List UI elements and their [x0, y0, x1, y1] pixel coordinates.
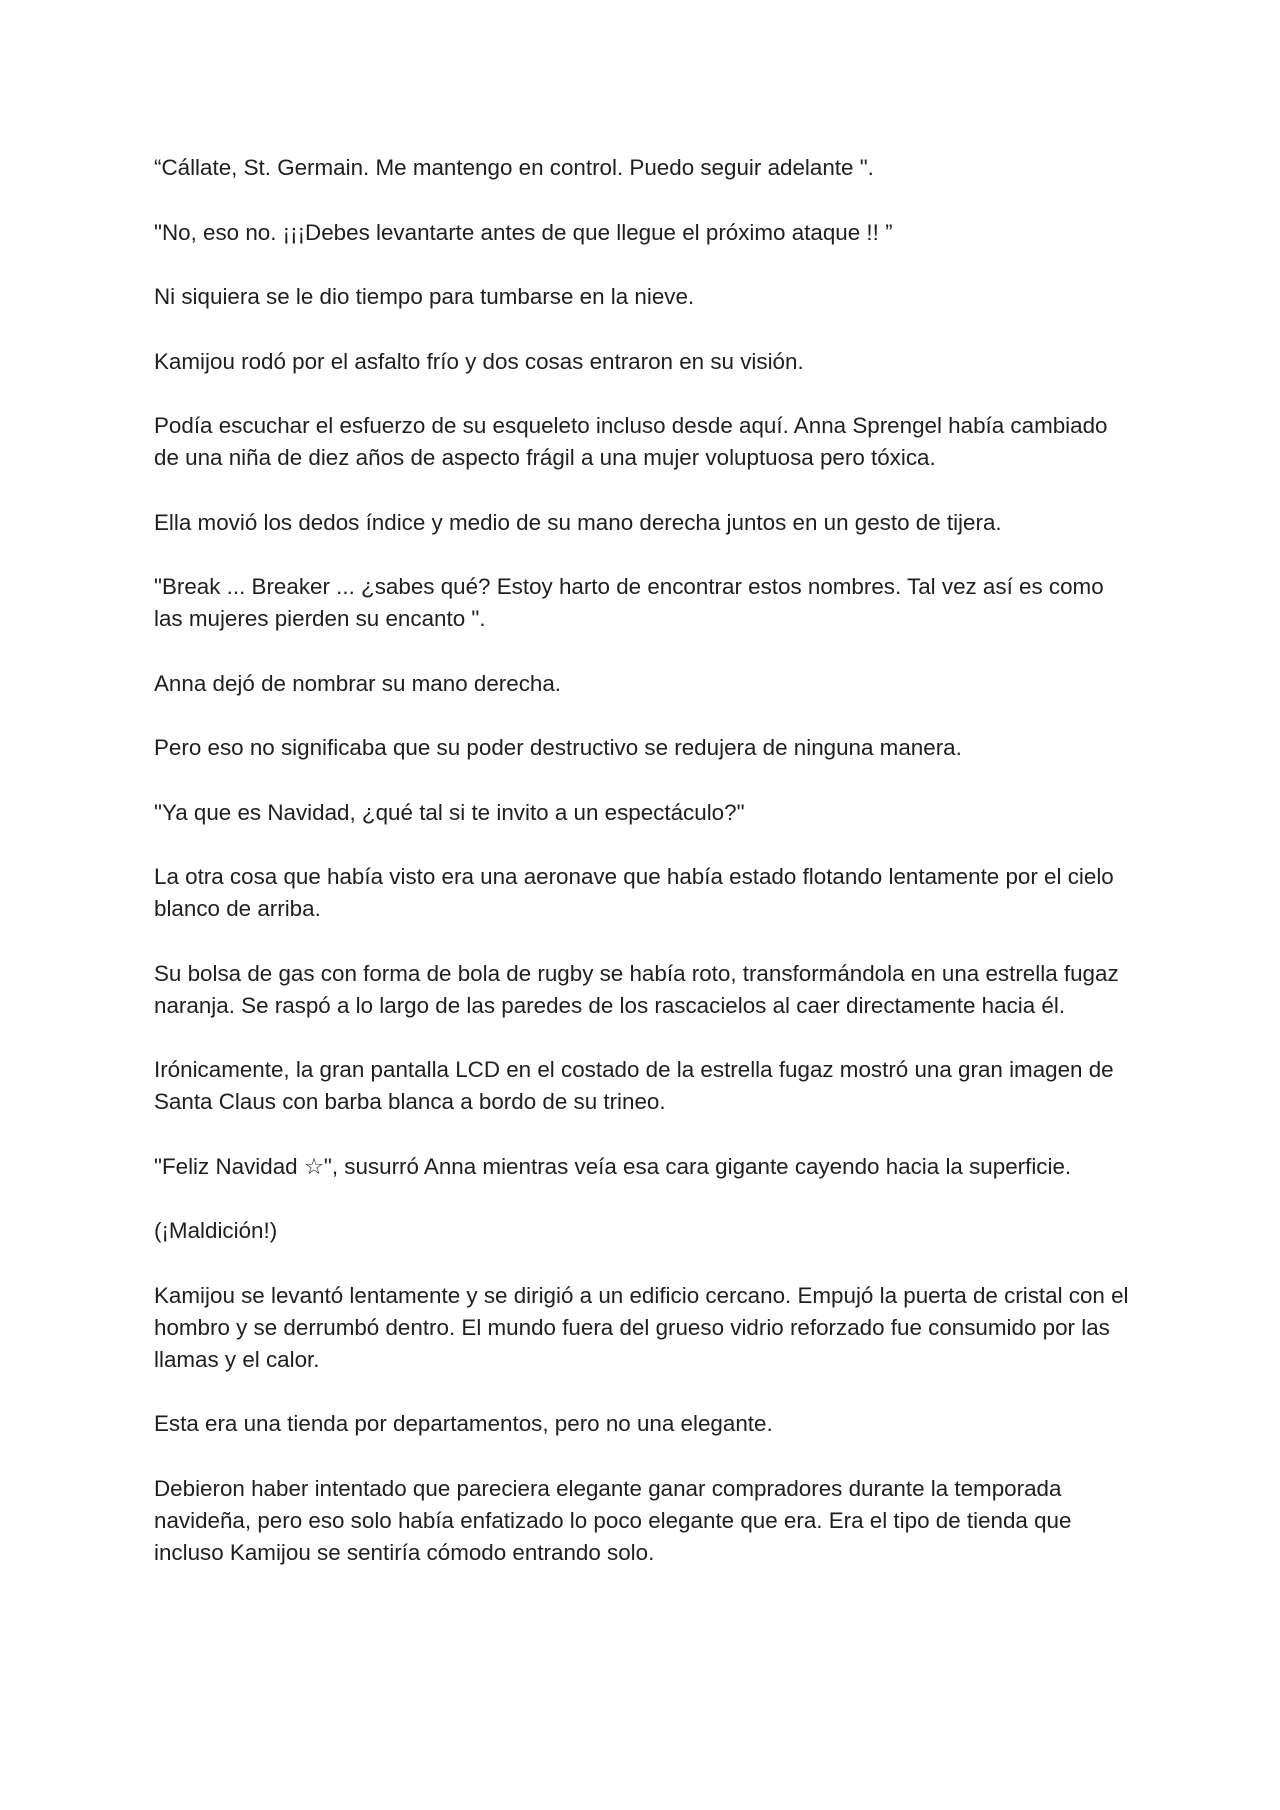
- document-page: [154, 152, 1134, 1601]
- paragraph-15: (¡Maldición!): [154, 1218, 278, 1243]
- paragraph-4: Kamijou rodó por el asfalto frío y dos cosas entraron en su visión.: [154, 348, 804, 374]
- paragraph-7: "Break ... Breaker ... ¿sabes qué? Estoy harto de encontrar estos nombres. Tal vez así es como las mujeres pierden su encanto ".: [154, 574, 1104, 631]
- paragraph-8: Anna dejó de nombrar su mano derecha.: [154, 670, 562, 696]
- paragraph-12: Su bolsa de gas con forma de bola de rugby se había roto, transformándola en una estrella fugaz naranja. Se raspó a lo largo de las paredes de los rascacielos al caer directamente hacia él.: [154, 960, 1119, 1018]
- paragraph-6: Ella movió los dedos índice y medio de su mano derecha juntos en un gesto de tijera.: [154, 509, 1002, 535]
- paragraph-16: Kamijou se levantó lentamente y se dirigió a un edificio cercano. Empujó la puerta de cristal con el hombro y se derrumbó dentro. El mundo fuera del grueso vidrio reforzado fue consumido por las llamas y el calor.: [154, 1282, 1129, 1372]
- paragraph-5: Podía escuchar el esfuerzo de su esqueleto incluso desde aquí. Anna Sprengel había cambiado de una niña de diez años de aspecto frágil a una mujer voluptuosa pero tóxica.: [154, 413, 1108, 470]
- paragraph-11: La otra cosa que había visto era una aeronave que había estado flotando lentamente por el cielo blanco de arriba.: [154, 864, 1114, 921]
- paragraph-3: Ni siquiera se le dio tiempo para tumbarse en la nieve.: [154, 284, 695, 309]
- paragraph-14: "Feliz Navidad ☆", susurró Anna mientras veía esa cara gigante cayendo hacia la superficie.: [154, 1153, 1072, 1179]
- paragraph-9: Pero eso no significaba que su poder destructivo se redujera de ninguna manera.: [154, 735, 962, 760]
- paragraph-2: "No, eso no. ¡¡¡Debes levantarte antes de que llegue el próximo ataque !! ”: [154, 219, 893, 245]
- paragraph-13: Irónicamente, la gran pantalla LCD en el costado de la estrella fugaz mostró una gran imagen de Santa Claus con barba blanca a bordo de su trineo.: [154, 1057, 1114, 1114]
- paragraph-17: Esta era una tienda por departamentos, pero no una elegante.: [154, 1411, 773, 1436]
- paragraph-1: “Cállate, St. Germain. Me mantengo en control. Puedo seguir adelante ".: [154, 155, 874, 180]
- paragraph-10: "Ya que es Navidad, ¿qué tal si te invito a un espectáculo?": [154, 799, 745, 825]
- paragraph-18: Debieron haber intentado que pareciera elegante ganar compradores durante la temporada navideña, pero eso solo había enfatizado lo poco elegante que era. Era el tipo de tienda que incluso Kamijou se sentiría cómodo entrando solo.: [154, 1475, 1072, 1565]
